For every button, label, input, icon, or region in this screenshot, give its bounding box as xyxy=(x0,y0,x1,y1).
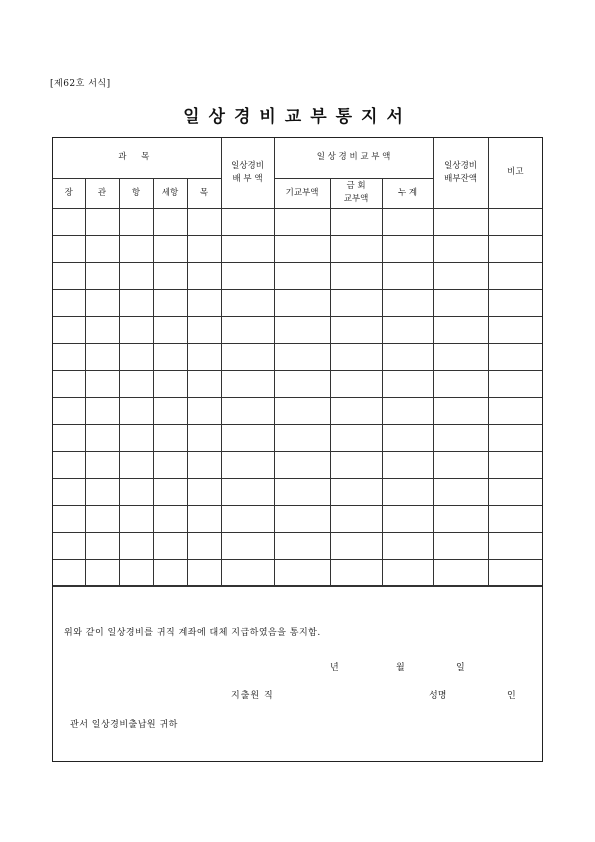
blank-cell[interactable] xyxy=(85,424,119,451)
blank-cell[interactable] xyxy=(330,370,382,397)
blank-cell[interactable] xyxy=(382,289,433,316)
blank-cell[interactable] xyxy=(187,505,221,532)
blank-cell[interactable] xyxy=(433,316,488,343)
header-previous-issued: 기교부액 xyxy=(274,178,330,208)
notice-text: 위와 같이 일상경비를 귀직 계좌에 대체 지급하였음을 통지함. xyxy=(64,628,321,638)
blank-cell[interactable] xyxy=(53,370,85,397)
blank-cell[interactable] xyxy=(274,478,330,505)
blank-cell[interactable] xyxy=(53,289,85,316)
blank-cell[interactable] xyxy=(187,343,221,370)
table-row xyxy=(53,370,542,397)
blank-cell[interactable] xyxy=(433,262,488,289)
blank-cell[interactable] xyxy=(382,424,433,451)
blank-cell[interactable] xyxy=(221,235,274,262)
blank-cell[interactable] xyxy=(119,235,153,262)
blank-cell[interactable] xyxy=(221,478,274,505)
header-current-line1: 금 회 xyxy=(346,181,366,191)
blank-cell[interactable] xyxy=(382,532,433,559)
blank-cell[interactable] xyxy=(119,478,153,505)
blank-cell[interactable] xyxy=(330,208,382,235)
blank-cell[interactable] xyxy=(274,235,330,262)
blank-cell[interactable] xyxy=(382,262,433,289)
blank-cell[interactable] xyxy=(85,559,119,586)
blank-cell[interactable] xyxy=(53,505,85,532)
table-row xyxy=(53,289,542,316)
blank-cell[interactable] xyxy=(330,505,382,532)
blank-cell[interactable] xyxy=(382,559,433,586)
date-year: 년 xyxy=(330,663,339,673)
blank-cell[interactable] xyxy=(433,451,488,478)
blank-cell[interactable] xyxy=(221,262,274,289)
blank-cell[interactable] xyxy=(153,424,187,451)
blank-cell[interactable] xyxy=(85,316,119,343)
blank-cell[interactable] xyxy=(382,343,433,370)
blank-cell[interactable] xyxy=(488,505,542,532)
budget-table xyxy=(53,138,542,587)
blank-cell[interactable] xyxy=(119,397,153,424)
blank-cell[interactable] xyxy=(330,316,382,343)
blank-cell[interactable] xyxy=(53,235,85,262)
blank-cell[interactable] xyxy=(187,478,221,505)
blank-cell[interactable] xyxy=(488,424,542,451)
blank-cell[interactable] xyxy=(187,559,221,586)
blank-cell[interactable] xyxy=(330,289,382,316)
blank-cell[interactable] xyxy=(488,208,542,235)
blank-cell[interactable] xyxy=(382,505,433,532)
blank-cell[interactable] xyxy=(221,397,274,424)
blank-cell[interactable] xyxy=(433,505,488,532)
blank-cell[interactable] xyxy=(119,208,153,235)
header-current-issued xyxy=(330,178,382,208)
blank-cell[interactable] xyxy=(119,451,153,478)
table-row xyxy=(53,532,542,559)
blank-cell[interactable] xyxy=(274,451,330,478)
blank-cell[interactable] xyxy=(187,397,221,424)
blank-cell[interactable] xyxy=(85,505,119,532)
blank-cell[interactable] xyxy=(382,370,433,397)
blank-cell[interactable] xyxy=(330,451,382,478)
blank-cell[interactable] xyxy=(488,478,542,505)
blank-cell[interactable] xyxy=(187,532,221,559)
blank-cell[interactable] xyxy=(187,208,221,235)
form-number: [제62호 서식] xyxy=(50,79,111,89)
form-footer xyxy=(53,585,542,762)
blank-cell[interactable] xyxy=(274,316,330,343)
blank-cell[interactable] xyxy=(274,397,330,424)
blank-cell[interactable] xyxy=(221,505,274,532)
blank-cell[interactable] xyxy=(187,370,221,397)
blank-cell[interactable] xyxy=(221,451,274,478)
blank-cell[interactable] xyxy=(187,235,221,262)
blank-cell[interactable] xyxy=(221,532,274,559)
blank-cell[interactable] xyxy=(53,316,85,343)
table-row xyxy=(53,505,542,532)
blank-cell[interactable] xyxy=(85,262,119,289)
blank-cell[interactable] xyxy=(85,370,119,397)
blank-cell[interactable] xyxy=(187,451,221,478)
blank-cell[interactable] xyxy=(85,208,119,235)
blank-cell[interactable] xyxy=(221,424,274,451)
blank-cell[interactable] xyxy=(274,424,330,451)
blank-cell[interactable] xyxy=(433,478,488,505)
blank-cell[interactable] xyxy=(488,262,542,289)
blank-cell[interactable] xyxy=(153,397,187,424)
blank-cell[interactable] xyxy=(153,505,187,532)
blank-cell[interactable] xyxy=(153,289,187,316)
blank-cell[interactable] xyxy=(221,343,274,370)
blank-cell[interactable] xyxy=(433,424,488,451)
blank-cell[interactable] xyxy=(153,262,187,289)
blank-cell[interactable] xyxy=(119,289,153,316)
date-month: 월 xyxy=(396,663,405,673)
blank-cell[interactable] xyxy=(53,343,85,370)
header-gwan: 관 xyxy=(85,178,119,208)
blank-cell[interactable] xyxy=(119,262,153,289)
blank-cell[interactable] xyxy=(274,370,330,397)
blank-cell[interactable] xyxy=(488,343,542,370)
blank-cell[interactable] xyxy=(330,235,382,262)
table-row xyxy=(53,235,542,262)
blank-cell[interactable] xyxy=(274,505,330,532)
name-label: 성명 xyxy=(429,691,447,701)
blank-cell[interactable] xyxy=(488,559,542,586)
seal-label: 인 xyxy=(507,691,516,701)
blank-cell[interactable] xyxy=(330,532,382,559)
addressee: 관서 일상경비출납원 귀하 xyxy=(70,720,178,730)
header-remaining-line2: 배부잔액 xyxy=(444,173,477,184)
blank-cell[interactable] xyxy=(433,289,488,316)
blank-cell[interactable] xyxy=(274,208,330,235)
header-remaining-line1: 일상경비 xyxy=(444,160,477,171)
blank-cell[interactable] xyxy=(221,208,274,235)
blank-cell[interactable] xyxy=(53,397,85,424)
blank-cell[interactable] xyxy=(53,478,85,505)
date-day: 일 xyxy=(456,663,465,673)
blank-cell[interactable] xyxy=(274,532,330,559)
blank-cell[interactable] xyxy=(153,343,187,370)
table-row xyxy=(53,208,542,235)
blank-cell[interactable] xyxy=(330,424,382,451)
table-body xyxy=(53,208,542,586)
table-row xyxy=(53,262,542,289)
blank-cell[interactable] xyxy=(153,559,187,586)
blank-cell[interactable] xyxy=(53,208,85,235)
header-sehang: 세항 xyxy=(153,178,187,208)
blank-cell[interactable] xyxy=(153,370,187,397)
blank-cell[interactable] xyxy=(488,235,542,262)
blank-cell[interactable] xyxy=(85,289,119,316)
blank-cell[interactable] xyxy=(274,262,330,289)
blank-cell[interactable] xyxy=(119,532,153,559)
blank-cell[interactable] xyxy=(330,397,382,424)
blank-cell[interactable] xyxy=(85,397,119,424)
blank-cell[interactable] xyxy=(433,397,488,424)
blank-cell[interactable] xyxy=(488,397,542,424)
blank-cell[interactable] xyxy=(119,424,153,451)
blank-cell[interactable] xyxy=(119,343,153,370)
header-cumulative: 누 계 xyxy=(382,178,433,208)
blank-cell[interactable] xyxy=(382,208,433,235)
blank-cell[interactable] xyxy=(53,262,85,289)
blank-cell[interactable] xyxy=(187,262,221,289)
blank-cell[interactable] xyxy=(488,289,542,316)
page-title: 일상경비교부통지서 xyxy=(183,107,412,127)
blank-cell[interactable] xyxy=(488,532,542,559)
blank-cell[interactable] xyxy=(433,235,488,262)
header-hang: 항 xyxy=(119,178,153,208)
blank-cell[interactable] xyxy=(433,559,488,586)
blank-cell[interactable] xyxy=(119,505,153,532)
blank-cell[interactable] xyxy=(153,235,187,262)
blank-cell[interactable] xyxy=(153,451,187,478)
blank-cell[interactable] xyxy=(53,532,85,559)
table-row xyxy=(53,316,542,343)
blank-cell[interactable] xyxy=(53,424,85,451)
header-jang: 장 xyxy=(53,178,85,208)
table-row xyxy=(53,424,542,451)
blank-cell[interactable] xyxy=(274,289,330,316)
header-remarks: 비고 xyxy=(488,138,542,208)
blank-cell[interactable] xyxy=(382,451,433,478)
blank-cell[interactable] xyxy=(488,451,542,478)
blank-cell[interactable] xyxy=(330,343,382,370)
blank-cell[interactable] xyxy=(274,343,330,370)
blank-cell[interactable] xyxy=(153,478,187,505)
blank-cell[interactable] xyxy=(433,343,488,370)
table-row xyxy=(53,478,542,505)
header-issued: 일 상 경 비 교 부 액 xyxy=(274,138,433,178)
blank-cell[interactable] xyxy=(187,316,221,343)
blank-cell[interactable] xyxy=(119,316,153,343)
blank-cell[interactable] xyxy=(119,370,153,397)
header-gwamok: 과 목 xyxy=(53,138,221,178)
blank-cell[interactable] xyxy=(274,559,330,586)
blank-cell[interactable] xyxy=(221,370,274,397)
header-allocated xyxy=(221,138,274,208)
table-row xyxy=(53,559,542,586)
blank-cell[interactable] xyxy=(330,559,382,586)
blank-cell[interactable] xyxy=(433,208,488,235)
blank-cell[interactable] xyxy=(153,316,187,343)
table-row xyxy=(53,451,542,478)
header-mok: 목 xyxy=(187,178,221,208)
blank-cell[interactable] xyxy=(85,451,119,478)
blank-cell[interactable] xyxy=(488,370,542,397)
blank-cell[interactable] xyxy=(53,451,85,478)
blank-cell[interactable] xyxy=(221,559,274,586)
header-allocated-line1: 일상경비 xyxy=(231,160,264,171)
blank-cell[interactable] xyxy=(382,316,433,343)
blank-cell[interactable] xyxy=(53,559,85,586)
blank-cell[interactable] xyxy=(153,208,187,235)
blank-cell[interactable] xyxy=(85,343,119,370)
blank-cell[interactable] xyxy=(221,316,274,343)
blank-cell[interactable] xyxy=(187,424,221,451)
blank-cell[interactable] xyxy=(382,478,433,505)
blank-cell[interactable] xyxy=(221,289,274,316)
blank-cell[interactable] xyxy=(433,370,488,397)
blank-cell[interactable] xyxy=(488,316,542,343)
header-current-line2: 교부액 xyxy=(343,194,369,204)
blank-cell[interactable] xyxy=(382,397,433,424)
blank-cell[interactable] xyxy=(153,532,187,559)
blank-cell[interactable] xyxy=(330,478,382,505)
blank-cell[interactable] xyxy=(382,235,433,262)
blank-cell[interactable] xyxy=(187,289,221,316)
table-row xyxy=(53,343,542,370)
officer-label: 지출원 직 xyxy=(231,691,274,701)
blank-cell[interactable] xyxy=(85,235,119,262)
blank-cell[interactable] xyxy=(433,532,488,559)
header-remaining xyxy=(433,138,488,208)
blank-cell[interactable] xyxy=(119,559,153,586)
header-allocated-line2: 배 부 액 xyxy=(232,173,263,184)
blank-cell[interactable] xyxy=(330,262,382,289)
table-row xyxy=(53,397,542,424)
notice-form xyxy=(52,137,543,762)
blank-cell[interactable] xyxy=(85,532,119,559)
blank-cell[interactable] xyxy=(85,478,119,505)
